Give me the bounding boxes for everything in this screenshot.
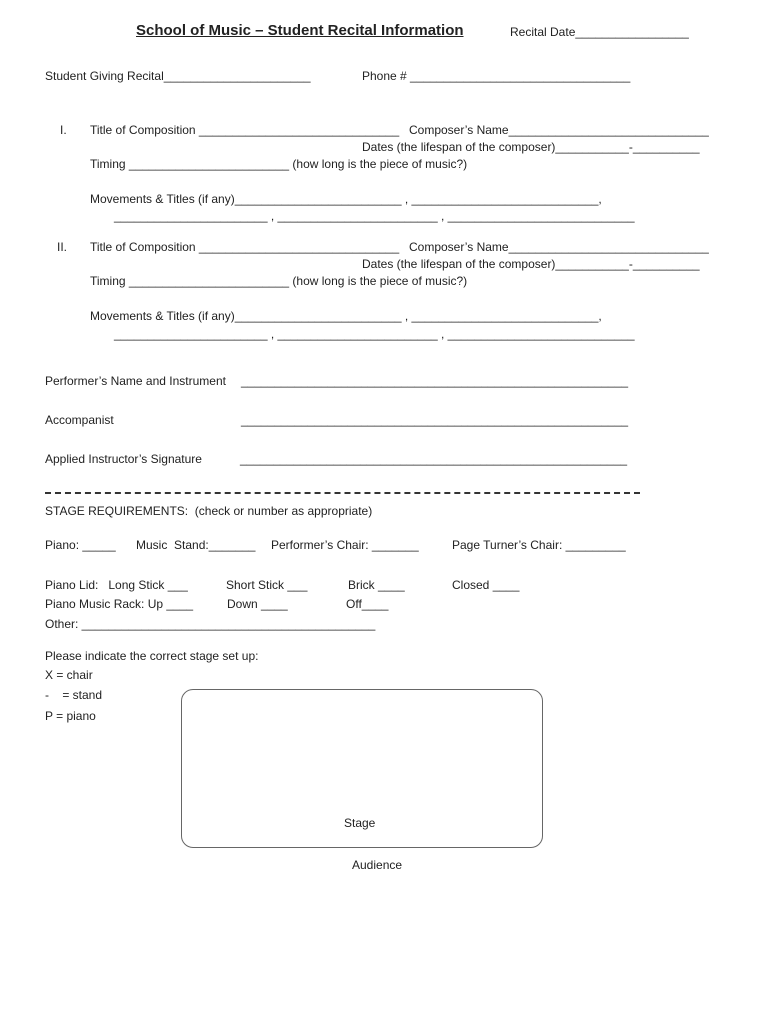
page-turner-chair-field[interactable]: Page Turner’s Chair: _________: [452, 538, 626, 552]
movements-field-line-2[interactable]: _______________________ , ________________________ , ____________________________: [114, 327, 635, 341]
performer-chair-field[interactable]: Performer’s Chair: _______: [271, 538, 419, 552]
music-stand-field[interactable]: Music Stand:_______: [136, 538, 256, 552]
setup-instruction: Please indicate the correct stage set up:: [45, 649, 259, 663]
instructor-signature-label: Applied Instructor’s Signature: [45, 452, 202, 466]
performer-label: Performer’s Name and Instrument: [45, 374, 226, 388]
stage-requirements-heading: STAGE REQUIREMENTS: (check or number as appropriate): [45, 504, 373, 518]
composition-title-field[interactable]: Title of Composition ______________________________: [90, 240, 400, 254]
piano-field[interactable]: Piano: _____: [45, 538, 116, 552]
performer-field[interactable]: __________________________________________________________: [241, 374, 629, 388]
piano-lid-long-stick-field[interactable]: Piano Lid: Long Stick ___: [45, 578, 188, 592]
composer-name-field[interactable]: Composer’s Name______________________________: [409, 123, 709, 137]
audience-label: Audience: [352, 858, 403, 872]
instructor-signature-field[interactable]: __________________________________________________________: [240, 452, 628, 466]
dashed-divider: [45, 492, 640, 494]
music-rack-off-field[interactable]: Off____: [346, 597, 389, 611]
accompanist-field[interactable]: __________________________________________________________: [241, 413, 629, 427]
composer-dates-field[interactable]: Dates (the lifespan of the composer)___________-__________: [362, 257, 700, 271]
page-title: School of Music – Student Recital Information: [136, 22, 464, 39]
movements-field-line-1[interactable]: Movements & Titles (if any)_________________________ , ____________________________,: [90, 192, 602, 206]
movements-field-line-1[interactable]: Movements & Titles (if any)_________________________ , ____________________________,: [90, 309, 602, 323]
legend-stand: - = stand: [45, 688, 103, 702]
composer-dates-field[interactable]: Dates (the lifespan of the composer)___________-__________: [362, 140, 700, 154]
legend-chair: X = chair: [45, 668, 93, 682]
other-field[interactable]: Other: ____________________________________________: [45, 617, 376, 631]
section-numeral: II.: [57, 240, 68, 254]
music-rack-up-field[interactable]: Piano Music Rack: Up ____: [45, 597, 194, 611]
stage-label: Stage: [344, 816, 376, 830]
timing-field[interactable]: Timing ________________________ (how long is the piece of music?): [90, 157, 468, 171]
movements-field-line-2[interactable]: _______________________ , ________________________ , ____________________________: [114, 209, 635, 223]
brick-field[interactable]: Brick ____: [348, 578, 405, 592]
legend-piano: P = piano: [45, 709, 96, 723]
phone-field[interactable]: Phone # _________________________________: [362, 69, 631, 83]
section-numeral: I.: [60, 123, 67, 137]
student-giving-recital-field[interactable]: Student Giving Recital______________________: [45, 69, 311, 83]
closed-field[interactable]: Closed ____: [452, 578, 520, 592]
music-rack-down-field[interactable]: Down ____: [227, 597, 288, 611]
recital-date-field[interactable]: Recital Date_________________: [510, 25, 689, 39]
accompanist-label: Accompanist: [45, 413, 114, 427]
composer-name-field[interactable]: Composer’s Name______________________________: [409, 240, 709, 254]
composition-title-field[interactable]: Title of Composition ______________________________: [90, 123, 400, 137]
short-stick-field[interactable]: Short Stick ___: [226, 578, 308, 592]
timing-field[interactable]: Timing ________________________ (how long is the piece of music?): [90, 274, 468, 288]
